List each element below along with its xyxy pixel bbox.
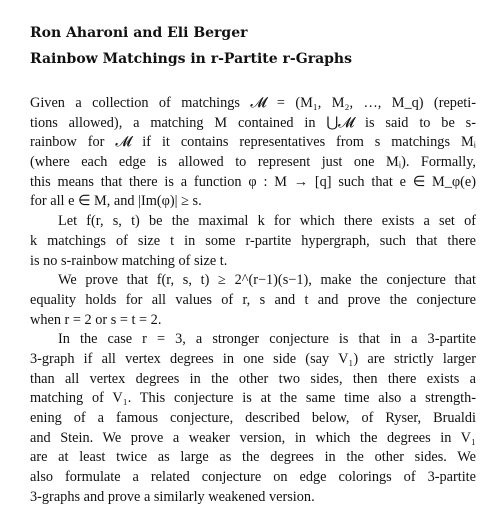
abstract-line: when r = 2 or s = t = 2. [30,311,162,328]
abstract-line: rainbow for 𝓜 if it contains representatives from s matchings Mᵢ [30,134,476,151]
abstract-line: Let f(r, s, t) be the maximal k for which there exists a set of [58,213,476,230]
abstract-line: are at least twice as large as the degrees in the other sides. We [30,449,476,466]
abstract-line: We prove that f(r, s, t) ≥ 2^(r−1)(s−1), make the conjecture that [58,272,476,289]
abstract [30,94,476,507]
paper-title: Rainbow Matchings in r-Partite r-Graphs [30,51,352,67]
abstract-line: k matchings of size t in some r-partite hypergraph, such that there [30,232,476,249]
abstract-line: (where each edge is allowed to represent just one Mᵢ). Formally, [30,154,476,171]
abstract-line: for all e ∈ M, and |Im(φ)| ≥ s. [30,193,202,210]
abstract-line: is no s-rainbow matching of size t. [30,252,228,269]
abstract-line: matching of V₁. This conjecture is at the same time also a strength- [30,390,476,407]
abstract-line: 3-graphs and prove a similarly weakened version. [30,488,315,505]
abstract-line: equality holds for all values of r, s and t and prove the conjecture [30,291,476,308]
abstract-line: than all vertex degrees in the other two sides, then there exists a [30,370,476,387]
paper-authors: Ron Aharoni and Eli Berger [30,25,248,41]
abstract-line: and Stein. We prove a weaker version, in which the degrees in V₁ [30,429,476,446]
abstract-line: Given a collection of matchings 𝓜 = (M₁, M₂, …, M_q) (repeti- [30,95,476,111]
abstract-line: ening of a famous conjecture, described below, of Ryser, Brualdi [30,410,476,426]
abstract-line: this means that there is a function φ : M → [q] such that e ∈ M_φ(e) [30,173,476,190]
abstract-line: tions allowed), a matching M contained in ⋃𝓜 is said to be s- [30,114,476,131]
abstract-line: In the case r = 3, a stronger conjecture is that in a 3-partite [58,331,476,348]
abstract-line: 3-graph if all vertex degrees in one side (say V₁) are strictly larger [30,350,476,367]
abstract-line: also formulate a related conjecture on edge colorings of 3-partite [30,469,476,486]
